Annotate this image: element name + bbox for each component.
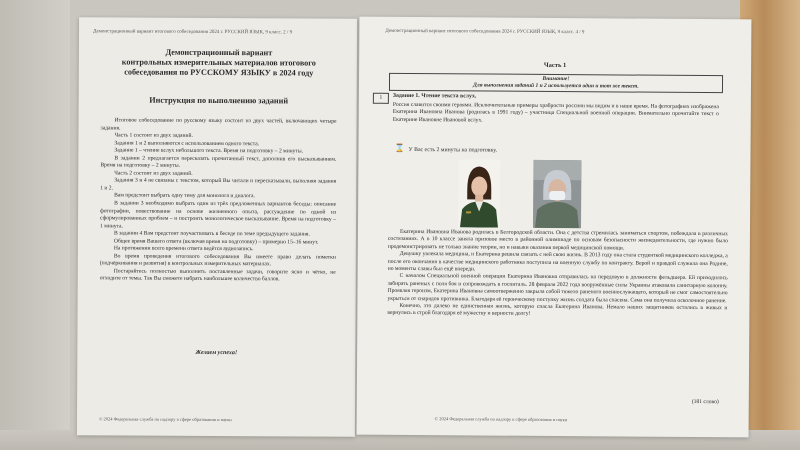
paragraph: Задания 1 и 2 выполняются с использованием одного текста. bbox=[114, 140, 260, 147]
left-page bbox=[77, 17, 357, 436]
paragraph: Конечно, это далеко не единственная жизнь, которую спасла Екатерина Иванова. Немало наших защитников остались в живых и вернулись в строй благодаря её мужеству и верности долгу! bbox=[387, 302, 728, 318]
word-count: (181 слово) bbox=[691, 398, 719, 406]
title-line: контрольных измерительных материалов итогового bbox=[121, 57, 316, 68]
closing-wish: Желаем успеха! bbox=[195, 349, 238, 357]
paragraph: В задании 2 предлагается пересказать прочитанный текст, дополнив его высказыванием. Время на подготовку – 2 минуты. bbox=[100, 155, 337, 170]
paragraph: В задании 3 необходимо выбрать один из трёх предложенных вариантов беседы: описание фотографии, повествование на основе жизненного опыта, рассуждение по одной из сформулированных проблем – и построить монологическое высказывание. Время на подготовку – 1 минута. bbox=[99, 200, 337, 230]
title-line: Демонстрационный вариант bbox=[165, 47, 273, 58]
story-text bbox=[387, 229, 728, 320]
title-line: собеседования по РУССКОМУ ЯЗЫКУ в 2024 году bbox=[124, 67, 314, 78]
paragraph: Задания 3 и 4 не связаны с текстом, который Вы читали и пересказывали, выполняя задания 1 и 2. bbox=[100, 177, 337, 192]
paragraph: Часть 2 состоит из двух заданий. bbox=[114, 170, 193, 177]
photo-medic-mask bbox=[533, 160, 581, 228]
page-header: Демонстрационный вариант итогового собеседования 2024 г. РУССКИЙ ЯЗЫК, 9 класс. 4 / 9 bbox=[385, 28, 585, 36]
instructions-body bbox=[100, 117, 337, 284]
paragraph: Вам предстоит выбрать одну тему для монолога и диалога. bbox=[114, 192, 255, 200]
attention-box bbox=[389, 73, 723, 93]
paragraph: На протяжении всего времени ответа ведётся аудиозапись. bbox=[113, 245, 254, 253]
paragraph: Постарайтесь полностью выполнить поставленные задачи, говорите ясно и чётко, не отходите от темы. Так Вы сможете набрать наибольшее количество баллов. bbox=[99, 268, 336, 283]
right-page bbox=[357, 17, 752, 438]
hourglass-icon: ⌛ bbox=[394, 143, 405, 153]
paragraph: С началом Специальной военной операции Екатерина Ивановна отправилась на передовую в должности фельдшера. Ей приходилось забирать раненых с поля боя и сопровождать в госпиталь. 28 февраля 2022 года вооружённые силы Украины атаковали санитарную колонну. Проявляя героизм, Екатерина Ивановна самоотверженно закрыла собой тяжело раненого военнослужащего, который не смог самостоятельно укрыться от снарядов противника. Благодаря её героическому поступку жизнь солдата была спасена. Сама она получила осколочное ранение. bbox=[387, 273, 728, 304]
paragraph: Девушку увлекала медицина, и Екатерина решила связать с ней свою жизнь. В 2013 году она стала студенткой медицинского колледжа, а после его окончания в качестве медицинского работника поступила на военную службу по контракту. Верой и правдой служила она Родине, но моменты славы был ещё впереди. bbox=[387, 251, 728, 273]
preparation-time-note: У Вас есть 2 минуты на подготовку. bbox=[408, 146, 498, 154]
instructions-heading: Инструкция по выполнению заданий bbox=[149, 95, 289, 106]
document-title bbox=[109, 47, 329, 78]
paragraph: Часть 1 состоит из двух заданий. bbox=[114, 132, 193, 139]
attention-title: Внимание! bbox=[542, 75, 570, 83]
paragraph: В задании 4 Вам предстоит поучаствовать в беседе по теме предыдущего задания. bbox=[113, 230, 310, 238]
desk-surface bbox=[0, 0, 70, 450]
paragraph: Общее время Вашего ответа (включая время на подготовку) – примерно 15–16 минут. bbox=[113, 238, 319, 246]
task-number-box: 1 bbox=[373, 93, 389, 104]
page-header: Демонстрационный вариант итогового собеседования 2024 г. РУССКИЙ ЯЗЫК, 9 класс. 2 / 9 bbox=[93, 29, 293, 36]
paragraph: Во время проведения итогового собеседования Вы имеете право делать пометки (подчёркивания и развития) в контрольных измерительных материалах. bbox=[99, 253, 336, 268]
paragraph: Екатерина Ивановна Иванова родилась в Белгородской области. Она с детства стремилась заниматься спортом, побеждала в различных состязаниях. А в 10 классе заняла призовое место в районной олимпиаде по основам безопасности жизнедеятельности, где нужно было продемонстрировать не только знание теории, но и навыки оказания первой медицинской помощи. bbox=[387, 228, 728, 252]
attention-note: Для выполнения заданий 1 и 2 используется один и тот же текст. bbox=[473, 82, 639, 90]
page-footer: © 2024 Федеральная служба по надзору в сфере образования и науки bbox=[434, 416, 568, 423]
part-heading: Часть 1 bbox=[543, 61, 567, 70]
paragraph: Задание 1 – чтение вслух небольшого текста. Время на подготовку – 2 минуты. bbox=[114, 147, 304, 155]
task-intro: Россия славится своими героями. Исключительные примеры храбрости россиян мы видим и в наше время. На фотографиях изображена Екатерина Ивановна Иванова (родилась в 1991 году) – участница Специальной военной операции. Внимательно прочитайте текст о Екатерине Ивановне Ивановой вслух. bbox=[392, 101, 719, 124]
page-footer: © 2024 Федеральная служба по надзору в сфере образования и науки bbox=[98, 416, 232, 423]
photo-portrait-uniform bbox=[458, 159, 500, 227]
paragraph: Итоговое собеседование по русскому языку состоит из двух частей, включающих четыре задания. bbox=[100, 117, 337, 132]
task-title: Задание 1. Чтение текста вслух. bbox=[392, 92, 477, 100]
